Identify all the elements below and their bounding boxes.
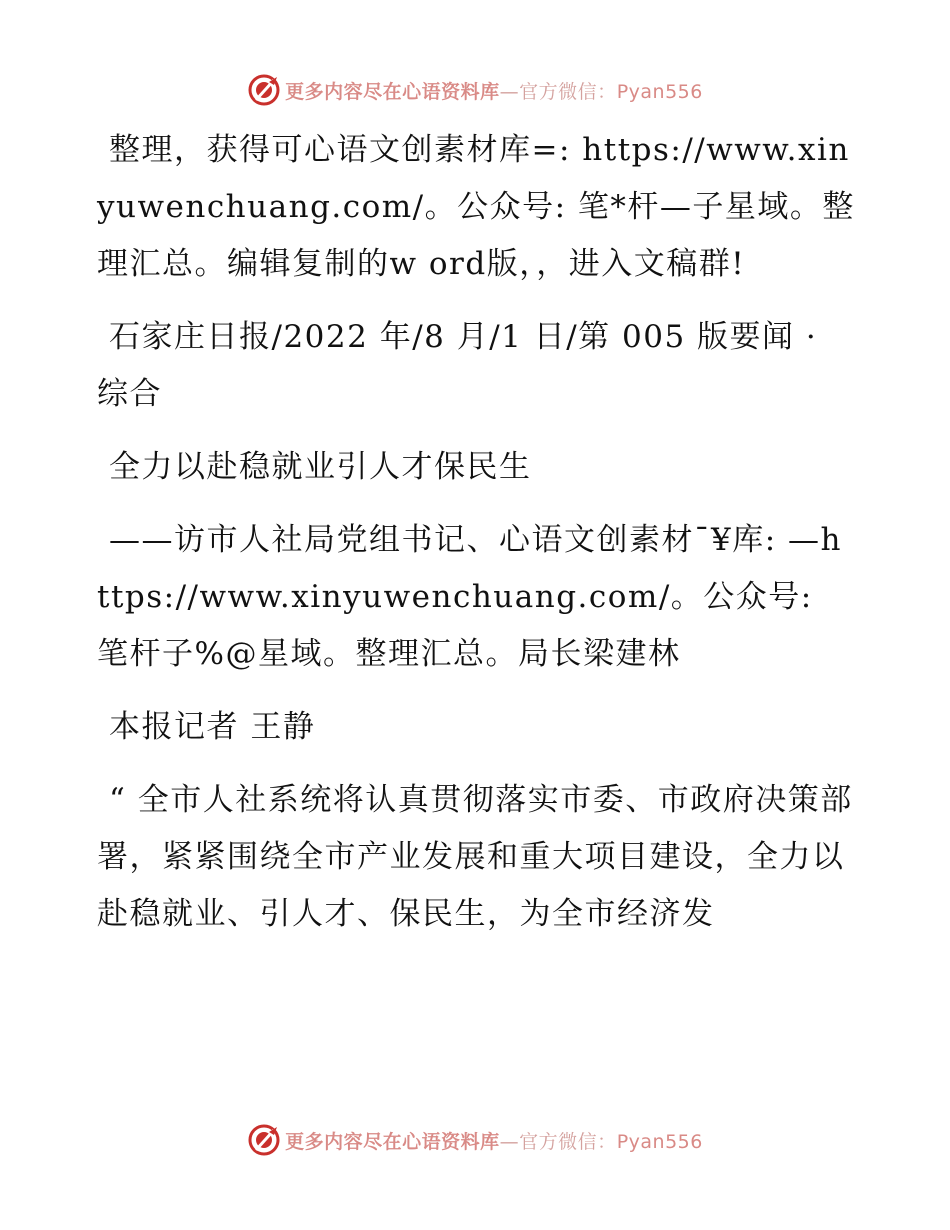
footer-banner xyxy=(0,1120,950,1160)
body-paragraph: “ 全市人社系统将认真贯彻落实市委、市政府决策部署，紧紧围绕全市产业发展和重大项目建设，全力以赴稳就业、引人才、保民生，为全市经济发 xyxy=(97,782,853,932)
footer-banner-main: 更多内容尽在心语资料库 xyxy=(285,1130,500,1153)
subheadline: ——访市人社局党组书记、心语文创素材¯¥库: —https://www.xinyuwenchuang.com/。公众号: 笔杆子%@星域。整理汇总。局长梁建林 xyxy=(97,522,842,672)
footer-banner-handle: Pyan556 xyxy=(616,1130,703,1153)
header-banner-main: 更多内容尽在心语资料库 xyxy=(285,80,500,103)
byline: 本报记者 王静 xyxy=(109,709,316,745)
intro-paragraph: 整理，获得可心语文创素材库=: https://www.xinyuwenchuang.com/。公众号: 笔*杆—子星域。整理汇总。编辑复制的w ord版，，进入文稿群! xyxy=(97,132,855,282)
brand-logo-icon xyxy=(247,73,281,107)
header-banner-handle: Pyan556 xyxy=(616,80,703,103)
header-banner-dash: — xyxy=(499,80,520,103)
headline: 全力以赴稳就业引人才保民生 xyxy=(109,449,532,485)
document-body xyxy=(97,122,855,959)
footer-banner-official: 官方微信： xyxy=(519,1130,617,1153)
header-banner xyxy=(0,70,950,110)
header-banner-official: 官方微信： xyxy=(519,80,617,103)
dateline-paragraph: 石家庄日报/2022 年/8 月/1 日/第 005 版要闻 · 综合 xyxy=(97,319,818,412)
brand-logo-icon xyxy=(247,1123,281,1157)
footer-banner-dash: — xyxy=(499,1130,520,1153)
